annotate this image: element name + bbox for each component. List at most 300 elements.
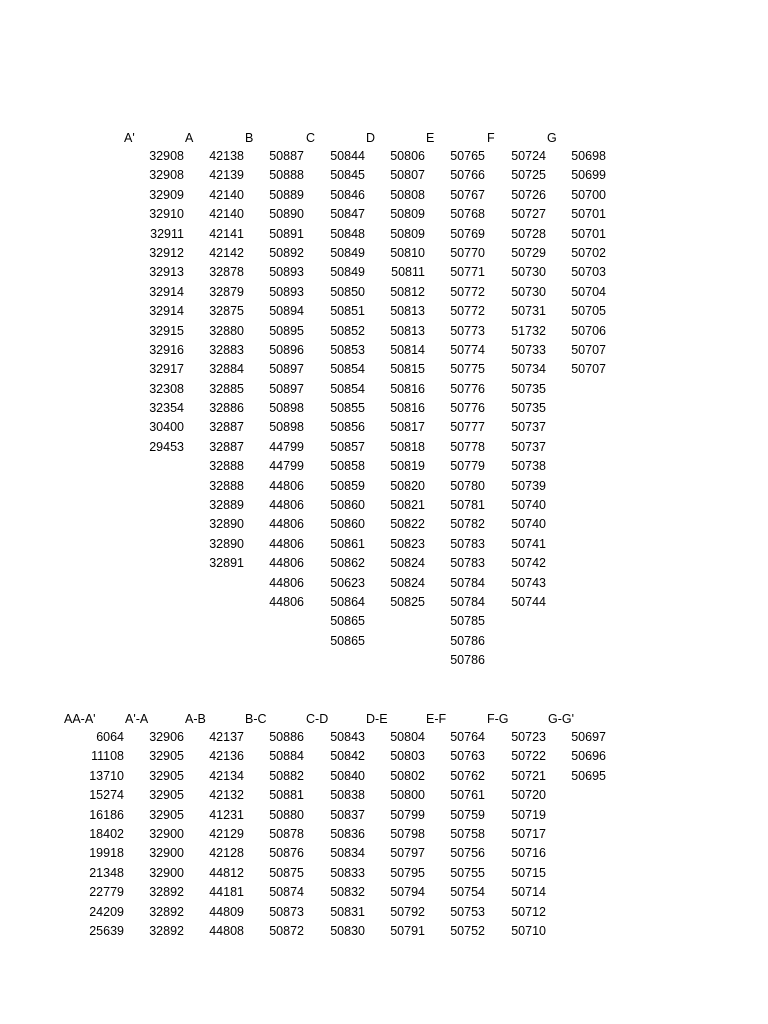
table-cell: 32875: [209, 304, 244, 319]
table-cell: 50785: [450, 614, 485, 629]
table-cell: 50738: [511, 459, 546, 474]
header-g-g-prime: G-G': [548, 712, 574, 726]
table-cell: 32890: [209, 517, 244, 532]
table-cell: 44806: [269, 478, 304, 493]
table-cell: 50753: [450, 904, 485, 919]
table1-column: [244, 147, 304, 612]
table-cell: 44806: [269, 575, 304, 590]
table-cell: 50893: [269, 265, 304, 280]
table-cell: 50761: [450, 788, 485, 803]
table-cell: 42138: [209, 149, 244, 163]
table-cell: 32354: [149, 401, 184, 416]
header-a-prime: A': [124, 131, 135, 145]
table-cell: 44799: [269, 459, 304, 474]
table-cell: 50729: [511, 245, 546, 260]
table-cell: 15274: [89, 788, 124, 803]
table2-column: [365, 728, 425, 941]
table-cell: 42137: [209, 730, 244, 744]
table-cell: 50895: [269, 323, 304, 338]
table-cell: 50816: [390, 401, 425, 416]
table2-column: [244, 728, 304, 941]
table-cell: 50780: [450, 478, 485, 493]
table-cell: 50739: [511, 478, 546, 493]
table2-column: [64, 728, 124, 941]
table-cell: 50701: [571, 226, 606, 241]
table-cell: 32917: [149, 362, 184, 377]
table-cell: 50735: [511, 381, 546, 396]
table-cell: 50723: [511, 730, 546, 744]
table-cell: 32879: [209, 284, 244, 299]
table-cell: 50773: [450, 323, 485, 338]
table-cell: 50776: [450, 401, 485, 416]
header-e-f: E-F: [426, 712, 447, 726]
table-cell: 50697: [571, 730, 606, 744]
table-cell: 50725: [511, 168, 546, 183]
table-cell: 50808: [390, 187, 425, 202]
table2-column: [184, 728, 244, 941]
table-cell: 50860: [330, 517, 365, 532]
table-cell: 50874: [269, 885, 304, 900]
table-cell: 11108: [91, 749, 124, 764]
table-cell: 50857: [330, 439, 365, 454]
table-cell: 50881: [269, 788, 304, 803]
table-cell: 32911: [150, 226, 184, 241]
table-cell: 50860: [330, 498, 365, 513]
table-cell: 50822: [390, 517, 425, 532]
table-cell: 50730: [511, 284, 546, 299]
table-cell: 32892: [149, 923, 184, 938]
table-cell: 50824: [390, 556, 425, 571]
table-cell: 25639: [89, 923, 124, 938]
table-cell: 50813: [390, 323, 425, 338]
table-cell: 32908: [149, 149, 184, 163]
table-cell: 50702: [571, 245, 606, 260]
table-cell: 50813: [390, 304, 425, 319]
header-f: F: [487, 131, 495, 145]
table-cell: 42128: [209, 846, 244, 861]
table-cell: 50719: [511, 807, 546, 822]
table-cell: 50811: [391, 265, 425, 280]
header-g: G: [547, 131, 557, 145]
table1-column: [486, 147, 546, 612]
table-cell: 50858: [330, 459, 365, 474]
table-cell: 44806: [269, 594, 304, 609]
table-cell: 50737: [511, 420, 546, 435]
table-cell: 50762: [450, 768, 485, 783]
table-cell: 42132: [209, 788, 244, 803]
table-cell: 50853: [330, 342, 365, 357]
table-cell: 50776: [450, 381, 485, 396]
table-cell: 50806: [390, 149, 425, 163]
table-cell: 50862: [330, 556, 365, 571]
table-cell: 50767: [450, 187, 485, 202]
table-cell: 50724: [511, 149, 546, 163]
table-cell: 50774: [450, 342, 485, 357]
table-cell: 50712: [511, 904, 546, 919]
table-cell: 50769: [450, 226, 485, 241]
table-cell: 50849: [330, 245, 365, 260]
table-cell: 32905: [149, 749, 184, 764]
table-cell: 50701: [571, 207, 606, 222]
table-cell: 13710: [89, 768, 124, 783]
table-cell: 50791: [390, 923, 425, 938]
table-cell: 50840: [330, 768, 365, 783]
table-cell: 19918: [89, 846, 124, 861]
header-e: E: [426, 131, 435, 145]
table-cell: 50803: [390, 749, 425, 764]
table-cell: 50882: [269, 768, 304, 783]
table-cell: 32909: [149, 187, 184, 202]
table-cell: 32906: [149, 730, 184, 744]
table-cell: 32885: [209, 381, 244, 396]
table-cell: 30400: [149, 420, 184, 435]
table-cell: 50880: [269, 807, 304, 822]
table-cell: 50758: [450, 826, 485, 841]
table-cell: 50898: [269, 401, 304, 416]
table-cell: 32889: [209, 498, 244, 513]
table-cell: 50804: [390, 730, 425, 744]
table-cell: 50707: [571, 362, 606, 377]
table-cell: 42136: [209, 749, 244, 764]
table-cell: 50851: [330, 304, 365, 319]
table-cell: 50733: [511, 342, 546, 357]
table-cell: 50699: [571, 168, 606, 183]
table-cell: 44799: [269, 439, 304, 454]
table-cell: 50779: [450, 459, 485, 474]
table-cell: 50896: [269, 342, 304, 357]
table-cell: 50872: [269, 923, 304, 938]
table-cell: 32905: [149, 788, 184, 803]
table-cell: 50775: [450, 362, 485, 377]
table-cell: 50861: [330, 536, 365, 551]
table-cell: 50818: [390, 439, 425, 454]
table-cell: 50837: [330, 807, 365, 822]
table-cell: 50846: [330, 187, 365, 202]
table-cell: 50886: [269, 730, 304, 744]
table-cell: 50802: [390, 768, 425, 783]
table-cell: 50889: [269, 187, 304, 202]
table-cell: 32913: [149, 265, 184, 280]
table-cell: 50786: [450, 653, 485, 668]
table-cell: 32888: [209, 459, 244, 474]
table-cell: 44806: [269, 498, 304, 513]
table-cell: 16186: [89, 807, 124, 822]
table2-column: [305, 728, 365, 941]
table-cell: 50742: [511, 556, 546, 571]
table-cell: 50887: [269, 149, 304, 163]
table-cell: 50873: [269, 904, 304, 919]
table-cell: 50763: [450, 749, 485, 764]
table-cell: 50848: [330, 226, 365, 241]
table-cell: 50854: [330, 362, 365, 377]
header-a-prime-a: A'-A: [125, 712, 149, 726]
table2-column: [425, 728, 485, 941]
table-cell: 50770: [450, 245, 485, 260]
table-cell: 50820: [390, 478, 425, 493]
table-cell: 50831: [330, 904, 365, 919]
table-cell: 22779: [89, 885, 124, 900]
table-cell: 50838: [330, 788, 365, 803]
table-cell: 42142: [209, 245, 244, 260]
table-cell: 50778: [450, 439, 485, 454]
table-cell: 50891: [269, 226, 304, 241]
table-cell: 50740: [511, 498, 546, 513]
table-cell: 50897: [269, 362, 304, 377]
table-cell: 50864: [330, 594, 365, 609]
table-cell: 50696: [571, 749, 606, 764]
table-cell: 50878: [269, 826, 304, 841]
table-cell: 32880: [209, 323, 244, 338]
table-cell: 50836: [330, 826, 365, 841]
table-cell: 50792: [390, 904, 425, 919]
table-cell: 50784: [450, 594, 485, 609]
table2-column: [124, 728, 184, 941]
table-cell: 50705: [571, 304, 606, 319]
table-cell: 50854: [330, 381, 365, 396]
table-cell: 32890: [209, 536, 244, 551]
table-cell: 50759: [450, 807, 485, 822]
table-cell: 18402: [89, 826, 124, 841]
table-cell: 50752: [450, 923, 485, 938]
table-cell: 50890: [269, 207, 304, 222]
header-b: B: [245, 131, 254, 145]
table-cell: 32908: [149, 168, 184, 183]
table-cell: 50707: [571, 342, 606, 357]
table-cell: 42139: [209, 168, 244, 183]
table-cell: 50704: [571, 284, 606, 299]
table-cell: 50875: [269, 865, 304, 880]
table-cell: 50756: [450, 846, 485, 861]
table-cell: 32883: [209, 342, 244, 357]
table-cell: 50812: [390, 284, 425, 299]
table-cell: 50741: [511, 536, 546, 551]
table-cell: 51732: [511, 323, 546, 338]
table-cell: 50768: [450, 207, 485, 222]
table-cell: 50845: [330, 168, 365, 183]
table-cell: 50799: [390, 807, 425, 822]
table-cell: 50819: [390, 459, 425, 474]
table-cell: 50855: [330, 401, 365, 416]
table-cell: 50830: [330, 923, 365, 938]
table-cell: 50844: [330, 149, 365, 163]
table-cell: 50810: [390, 245, 425, 260]
table-cell: 50754: [450, 885, 485, 900]
table-cell: 50698: [571, 149, 606, 163]
table-cell: 44181: [209, 885, 244, 900]
table-cell: 50856: [330, 420, 365, 435]
table-cell: 50898: [269, 420, 304, 435]
header-aa-a-prime: AA-A': [64, 712, 96, 726]
table-cell: 6064: [96, 730, 124, 744]
table-cell: 50825: [390, 594, 425, 609]
table-cell: 50735: [511, 401, 546, 416]
table-cell: 50809: [390, 207, 425, 222]
table-cell: 44806: [269, 517, 304, 532]
table-cell: 42129: [209, 826, 244, 841]
table-cell: 50824: [390, 575, 425, 590]
table-cell: 32900: [149, 846, 184, 861]
table-cell: 50876: [269, 846, 304, 861]
table-cell: 32910: [149, 207, 184, 222]
table-cell: 50823: [390, 536, 425, 551]
table-cell: 50781: [450, 498, 485, 513]
table-cell: 32892: [149, 885, 184, 900]
table-cell: 50706: [571, 323, 606, 338]
table-cell: 50884: [269, 749, 304, 764]
header-c: C: [306, 131, 316, 145]
table-cell: 50833: [330, 865, 365, 880]
table-cell: 50809: [390, 226, 425, 241]
header-d: D: [366, 131, 376, 145]
table-cell: 50807: [390, 168, 425, 183]
table-cell: 50703: [571, 265, 606, 280]
table-cell: 50764: [450, 730, 485, 744]
table-cell: 50849: [330, 265, 365, 280]
table-cell: 50740: [511, 517, 546, 532]
table-cell: 50700: [571, 187, 606, 202]
table-cell: 32905: [149, 768, 184, 783]
table-cell: 50865: [330, 633, 365, 648]
table-cell: 50720: [511, 788, 546, 803]
table-cell: 32308: [149, 381, 184, 396]
table-cell: 50714: [511, 885, 546, 900]
table1-column: [184, 147, 244, 574]
table-cell: 50765: [450, 149, 485, 163]
table-cell: 50715: [511, 865, 546, 880]
table-cell: 50847: [330, 207, 365, 222]
table-cell: 50722: [511, 749, 546, 764]
table-cell: 50710: [511, 923, 546, 938]
table-cell: 50766: [450, 168, 485, 183]
header-b-c: B-C: [245, 712, 267, 726]
table-cell: 50734: [511, 362, 546, 377]
table-cell: 32905: [149, 807, 184, 822]
table-cell: 50726: [511, 187, 546, 202]
table1-column: [124, 147, 184, 457]
table-cell: 42141: [209, 226, 244, 241]
table-cell: 50816: [390, 381, 425, 396]
table-cell: 32892: [149, 904, 184, 919]
table2-column: [486, 728, 546, 941]
table-cell: 32900: [149, 865, 184, 880]
table-cell: 50897: [269, 381, 304, 396]
table-cell: 50842: [330, 749, 365, 764]
table-cell: 32878: [209, 265, 244, 280]
table-cell: 50815: [390, 362, 425, 377]
table-cell: 50814: [390, 342, 425, 357]
table-cell: 42140: [209, 207, 244, 222]
table-cell: 32891: [209, 556, 244, 571]
table-cell: 32912: [149, 245, 184, 260]
table-cell: 42134: [209, 768, 244, 783]
table-cell: 50783: [450, 536, 485, 551]
table-cell: 32916: [149, 342, 184, 357]
table-cell: 42140: [209, 187, 244, 202]
table-cell: 50800: [390, 788, 425, 803]
table-cell: 50795: [390, 865, 425, 880]
table-cell: 50786: [450, 633, 485, 648]
table-cell: 32884: [209, 362, 244, 377]
table-cell: 50771: [450, 265, 485, 280]
table-cell: 44809: [209, 904, 244, 919]
table-cell: 50782: [450, 517, 485, 532]
table-cell: 32914: [149, 284, 184, 299]
table-cell: 44808: [209, 923, 244, 938]
table-cell: 50721: [511, 768, 546, 783]
table-cell: 50743: [511, 575, 546, 590]
table-cell: 50730: [511, 265, 546, 280]
table-cell: 32914: [149, 304, 184, 319]
table-cell: 50731: [511, 304, 546, 319]
table-cell: 41231: [209, 807, 244, 822]
table-cell: 50737: [511, 439, 546, 454]
table-cell: 50894: [269, 304, 304, 319]
table-cell: 50744: [511, 594, 546, 609]
table-cell: 50852: [330, 323, 365, 338]
table-cell: 50797: [390, 846, 425, 861]
table-cell: 50755: [450, 865, 485, 880]
table-cell: 50772: [450, 284, 485, 299]
table-cell: 32886: [209, 401, 244, 416]
table-cell: 44806: [269, 556, 304, 571]
table-cell: 50772: [450, 304, 485, 319]
header-c-d: C-D: [306, 712, 329, 726]
table-cell: 50888: [269, 168, 304, 183]
table-cell: 50716: [511, 846, 546, 861]
table-cell: 50727: [511, 207, 546, 222]
table-cell: 32887: [209, 420, 244, 435]
table-cell: 50783: [450, 556, 485, 571]
table-cell: 50865: [330, 614, 365, 629]
table-cell: 50728: [511, 226, 546, 241]
table-cell: 32888: [209, 478, 244, 493]
table-cell: 50784: [450, 575, 485, 590]
table-cell: 32887: [209, 439, 244, 454]
header-d-e: D-E: [366, 712, 388, 726]
table-cell: 32900: [149, 826, 184, 841]
table-cell: 44806: [269, 536, 304, 551]
table-cell: 50817: [390, 420, 425, 435]
table-cell: 29453: [149, 439, 184, 454]
table1-column: [546, 147, 606, 380]
table-cell: 50843: [330, 730, 365, 744]
table1-column: [365, 147, 425, 612]
table1-column: [305, 147, 365, 651]
table-cell: 50834: [330, 846, 365, 861]
table-cell: 50717: [511, 826, 546, 841]
header-f-g: F-G: [487, 712, 509, 726]
table-cell: 24209: [89, 904, 124, 919]
table-cell: 50850: [330, 284, 365, 299]
table-cell: 50798: [390, 826, 425, 841]
table2-column: [546, 728, 606, 786]
table-cell: 50821: [390, 498, 425, 513]
table-cell: 50623: [330, 575, 365, 590]
table-cell: 50794: [390, 885, 425, 900]
table-cell: 32915: [149, 323, 184, 338]
table-cell: 50777: [450, 420, 485, 435]
header-a: A: [185, 131, 194, 145]
table-cell: 50832: [330, 885, 365, 900]
table-cell: 50695: [571, 768, 606, 783]
table-cell: 44812: [209, 865, 244, 880]
table-cell: 50893: [269, 284, 304, 299]
table-cell: 21348: [89, 865, 124, 880]
table1-column: [425, 147, 485, 671]
table-cell: 50892: [269, 245, 304, 260]
table-cell: 50859: [330, 478, 365, 493]
header-a-b: A-B: [185, 712, 206, 726]
